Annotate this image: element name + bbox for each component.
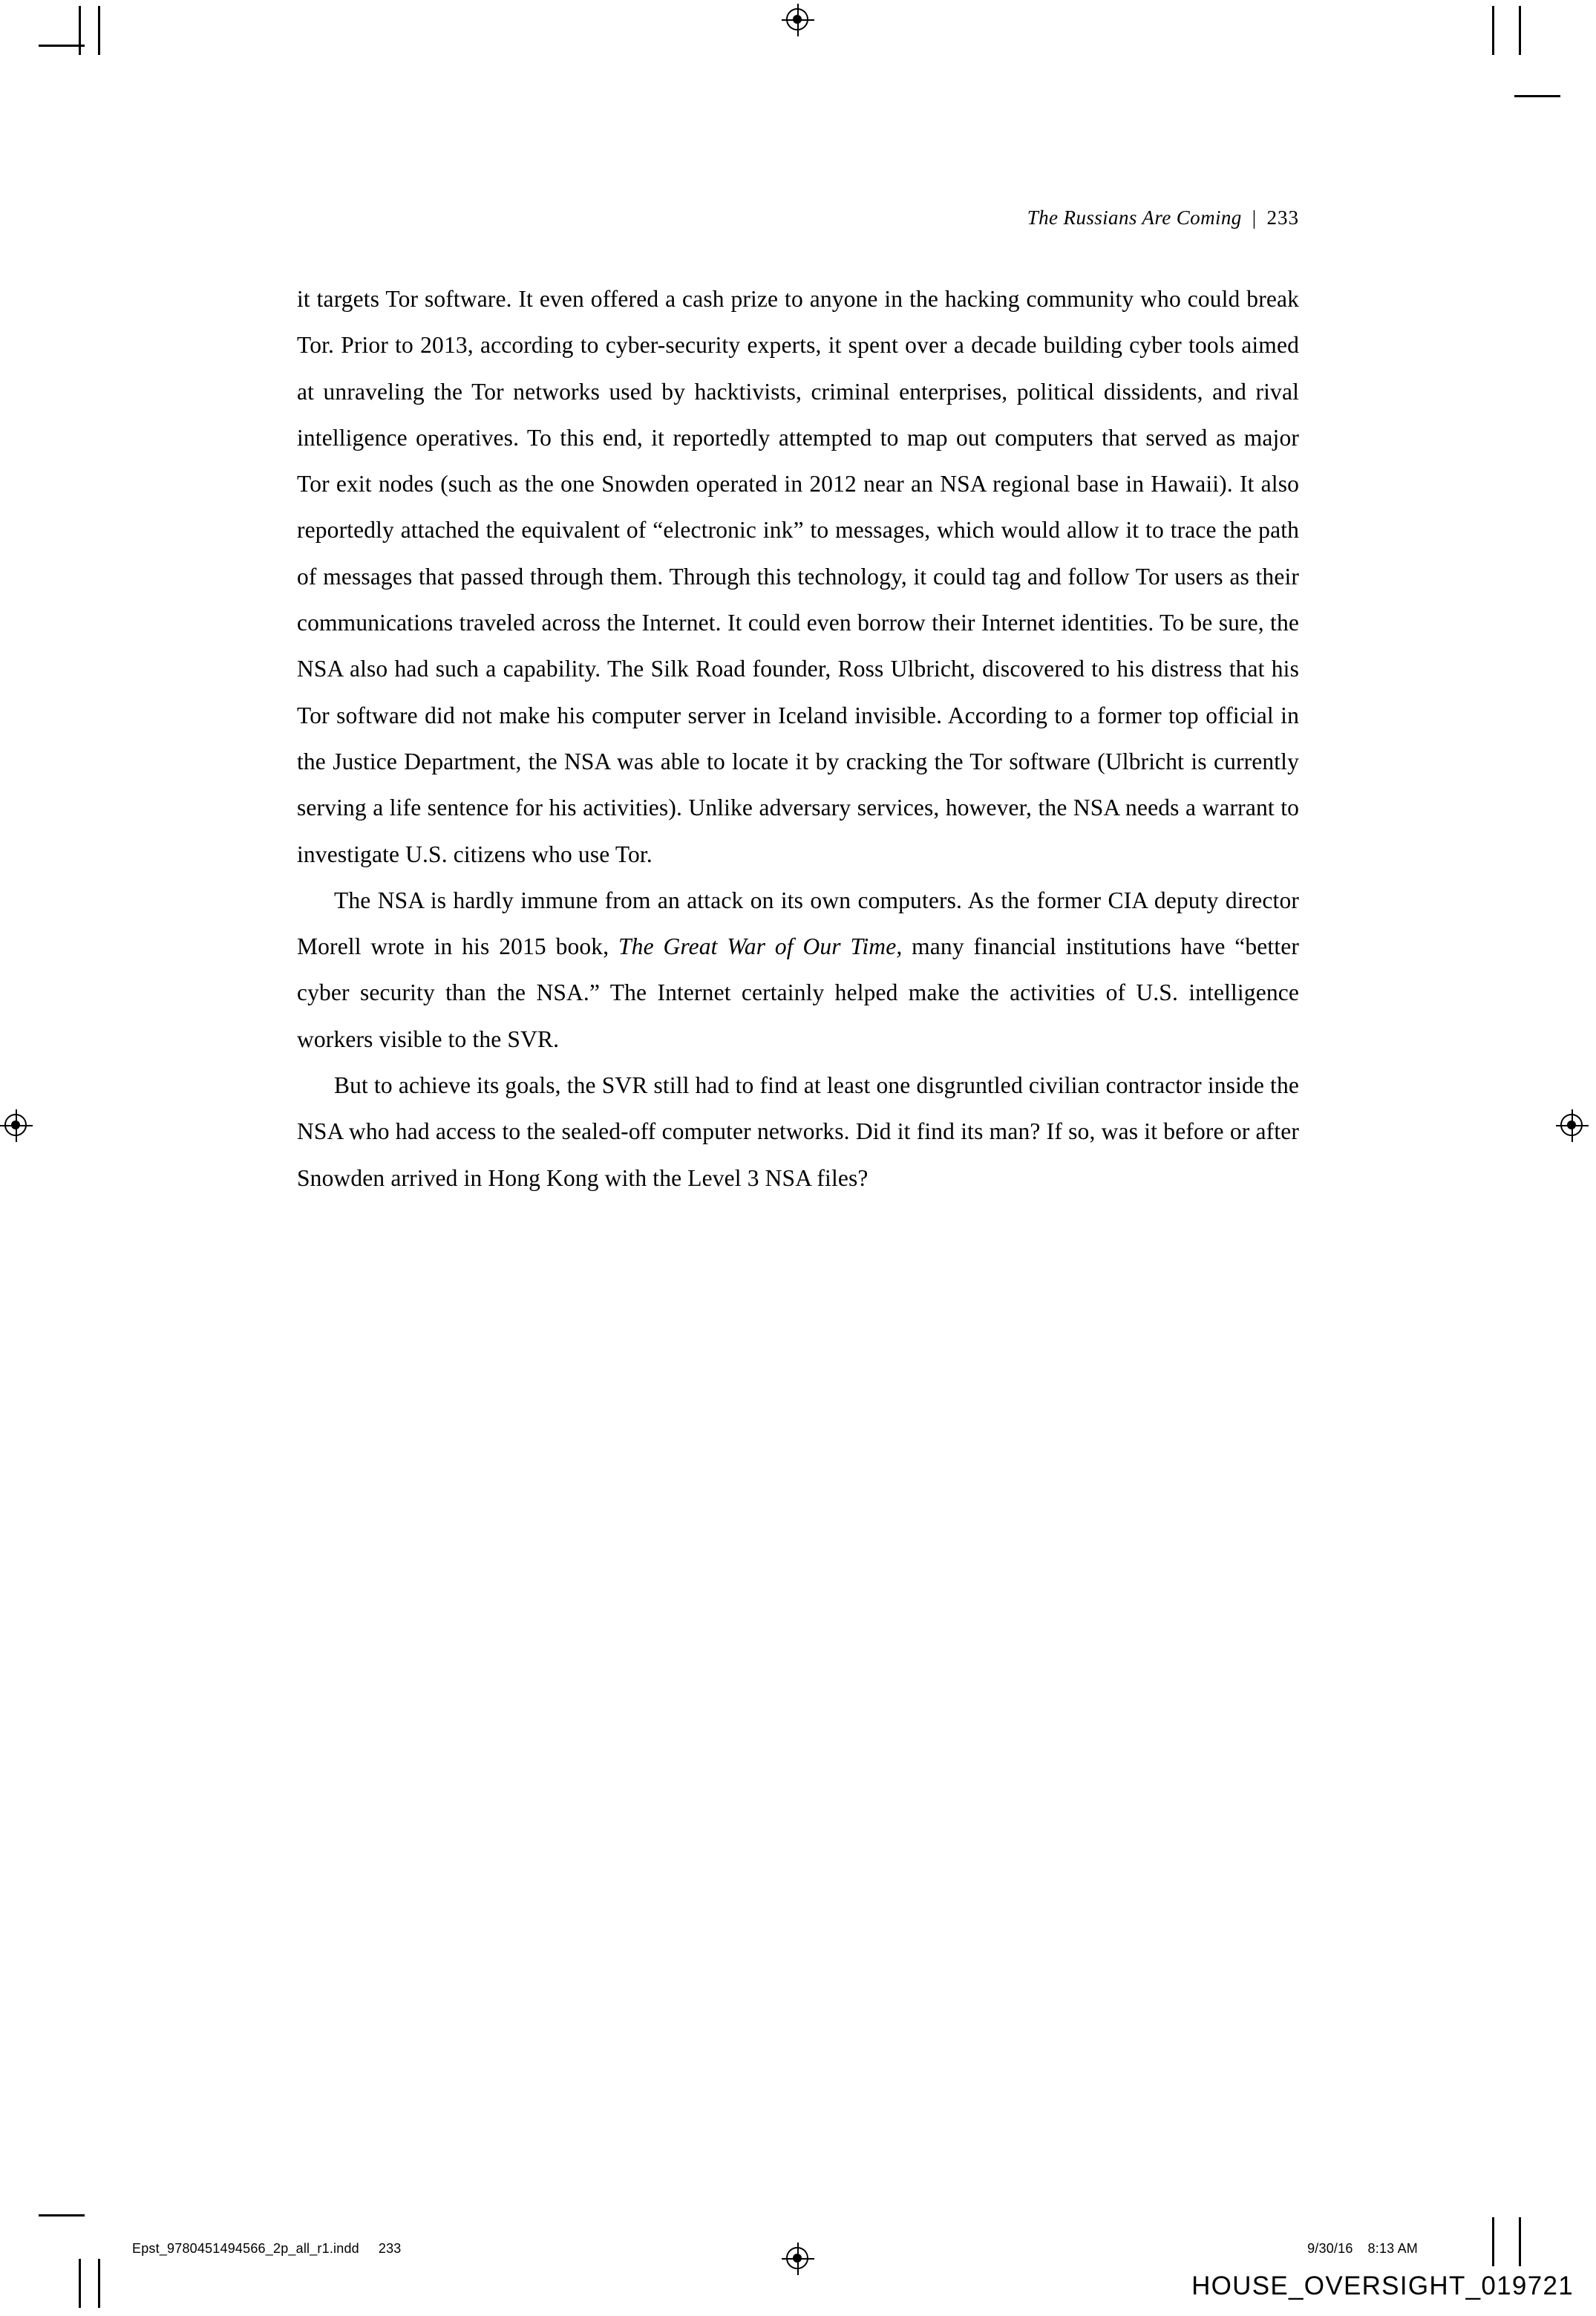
registration-target-icon-right xyxy=(1556,1109,1589,1142)
paragraph-2 xyxy=(297,878,1299,1063)
paragraph-2-part-1: The NSA is hardly immune from an attack on its own computers. As the former CIA deputy director Morell wrote in his 2015 book, xyxy=(297,887,1299,960)
body-text xyxy=(297,276,1299,1201)
footer-file-slug xyxy=(132,2241,402,2257)
paragraph-3: But to achieve its goals, the SVR still had to find at least one disgruntled civilian contractor inside the NSA who had access to the sealed-off computer networks. Did it find its man? If so, was it before or after Snowden arrived in Hong Kong with the Level 3 NSA files? xyxy=(297,1072,1299,1191)
crop-mark-bottom-left-vertical-inner xyxy=(98,2259,100,2308)
crop-mark-bottom-right-vertical-inner xyxy=(1492,2217,1494,2266)
registration-target-icon-top xyxy=(782,4,814,36)
registration-target-icon-bottom xyxy=(782,2242,814,2275)
footer-date: 9/30/16 xyxy=(1307,2241,1353,2256)
crop-mark-bottom-left-horizontal xyxy=(39,2214,85,2216)
running-head-separator: | xyxy=(1252,206,1257,229)
bates-stamp: HOUSE_OVERSIGHT_019721 xyxy=(1191,2271,1574,2300)
crop-mark-bottom-left-vertical xyxy=(79,2259,81,2308)
registration-target-icon-left xyxy=(0,1109,33,1142)
crop-mark-top-right-vertical xyxy=(1492,6,1494,55)
page-number: 233 xyxy=(1266,206,1299,229)
running-head xyxy=(297,206,1299,229)
crop-mark-top-left-outer xyxy=(79,6,81,55)
crop-mark-top-left-vertical xyxy=(98,6,100,55)
footer-folio: 233 xyxy=(378,2241,402,2256)
paragraph-2-part-2: many financial institutions have “better cyber security than the NSA.” The Internet certainly helped make the activities of U.S. intelligence workers visible to the SVR. xyxy=(297,933,1299,1052)
paragraph-1: it targets Tor software. It even offered a cash prize to anyone in the hacking community who could break Tor. Prior to 2013, according to cyber-security experts, it spent over a decade building cyber tools aimed at unraveling the Tor networks used by hacktivists, criminal enterprises, political dissidents, and rival intelligence operatives. To this end, it reportedly attempted to map out computers that served as major Tor exit nodes (such as the one Snowden operated in 2012 near an NSA regional base in Hawaii). It also reportedly attached the equivalent of “electronic ink” to messages, which would allow it to trace the path of messages that passed through them. Through this technology, it could tag and follow Tor users as their communications traveled across the Internet. It could even borrow their Internet identities. To be sure, the NSA also had such a capability. The Silk Road founder, Ross Ulbricht, discovered to his distress that his Tor software did not make his computer server in Iceland invisible. According to a former top official in the Justice Department, the NSA was able to locate it by cracking the Tor software (Ulbricht is currently serving a life sentence for his activities). Unlike adversary services, however, the NSA needs a warrant to investigate U.S. citizens who use Tor. xyxy=(297,286,1299,867)
footer-timestamp xyxy=(1307,2241,1418,2257)
crop-mark-top-right-vertical-outer xyxy=(1519,6,1521,55)
running-head-title: The Russians Are Coming xyxy=(1027,206,1242,229)
crop-mark-top-right-horizontal xyxy=(1514,95,1560,97)
crop-mark-top-left-horizontal xyxy=(39,45,85,47)
crop-mark-bottom-right-vertical xyxy=(1519,2217,1521,2266)
footer-filename: Epst_9780451494566_2p_all_r1.indd xyxy=(132,2241,359,2256)
book-title-italic: The Great War of Our Time, xyxy=(618,933,903,960)
footer-time: 8:13 AM xyxy=(1367,2241,1418,2256)
